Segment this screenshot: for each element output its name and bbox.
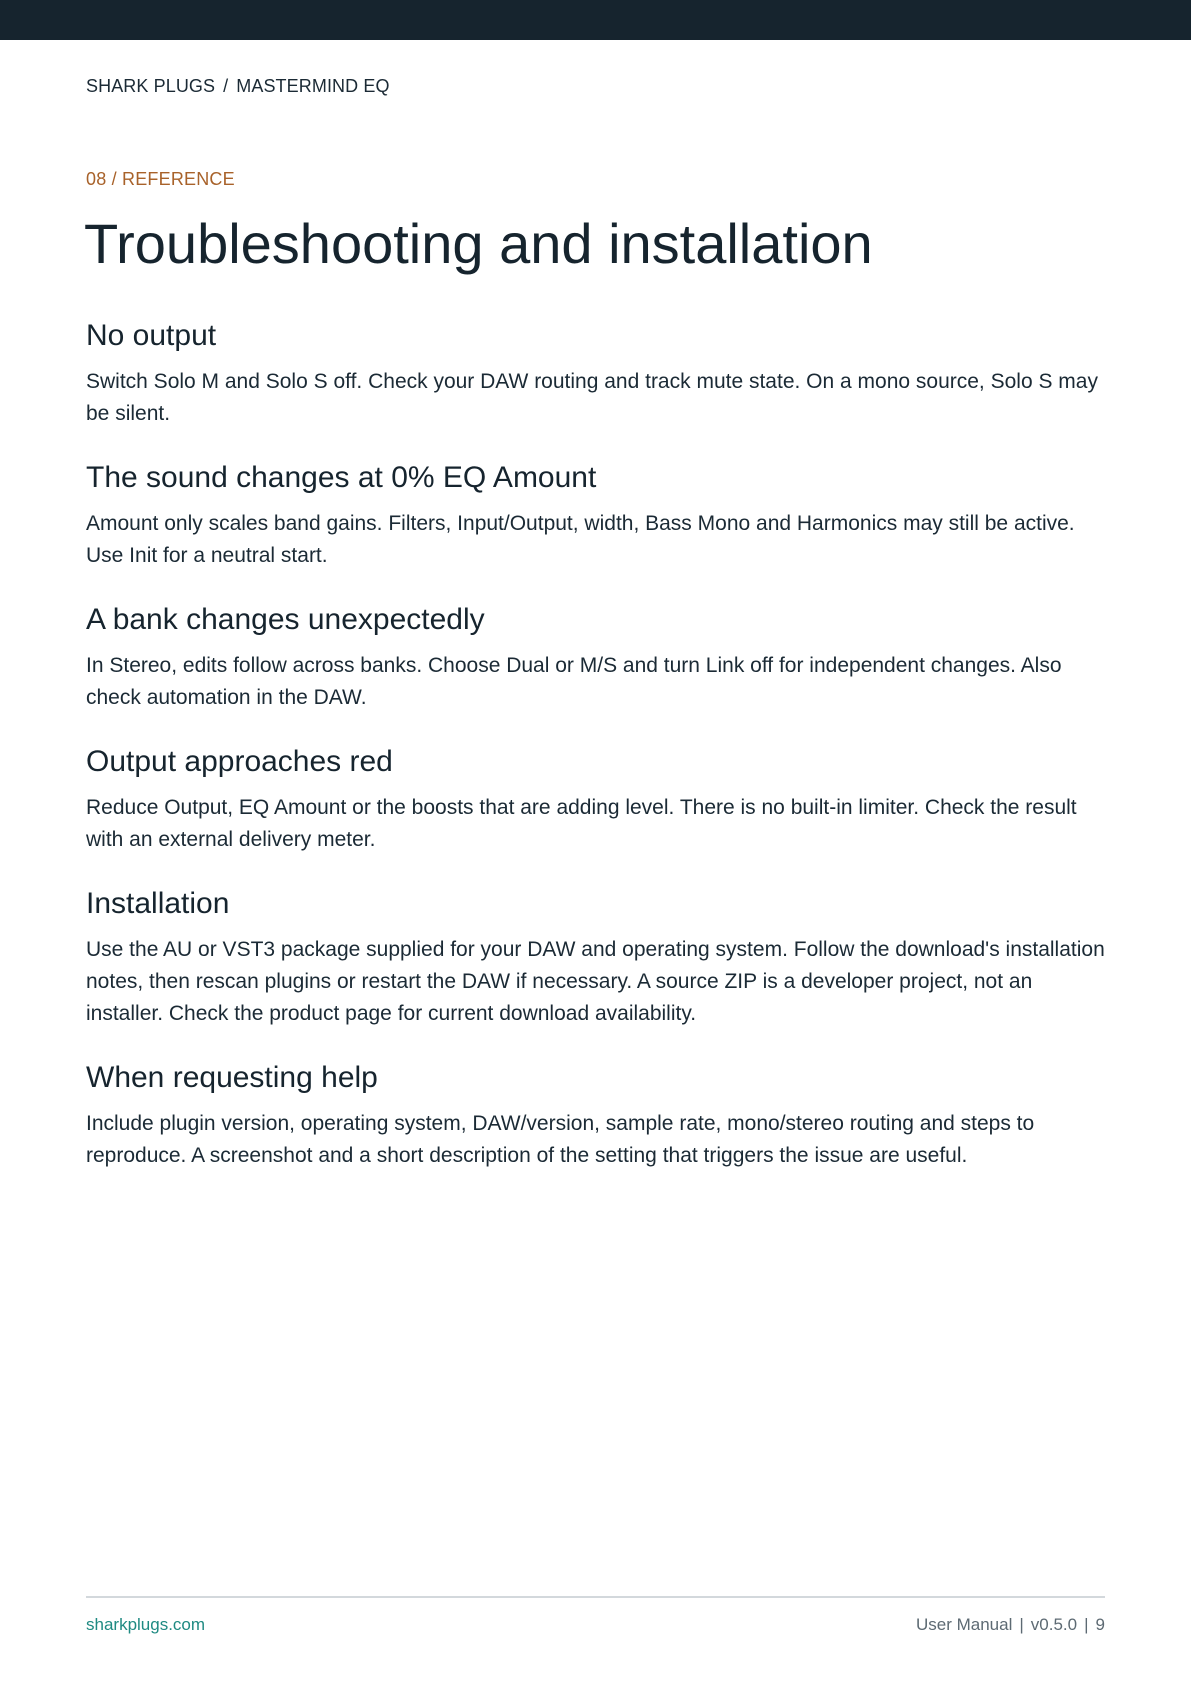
footer-separator: | [1019, 1615, 1024, 1634]
section-body: Use the AU or VST3 package supplied for your DAW and operating system. Follow the download's installation notes, then rescan plugins or restart the DAW if necessary. A source ZIP is a developer project, not an installer. Check the product page for current download availability. [86, 938, 1105, 1025]
section-heading: No output [86, 319, 217, 352]
section-heading: Installation [86, 887, 230, 920]
page-title: Troubleshooting and installation [84, 212, 873, 275]
footer-doc-info [916, 1615, 1105, 1635]
section-kicker: 08 / REFERENCE [86, 169, 235, 189]
footer-website-link[interactable]: sharkplugs.com [86, 1615, 206, 1634]
section-eq-amount [86, 460, 1106, 572]
breadcrumb-separator: / [223, 76, 229, 96]
section-body: Include plugin version, operating system, DAW/version, sample rate, mono/stereo routing and steps to reproduce. A screenshot and a short description of the setting that triggers the issue are useful. [86, 1112, 1035, 1167]
section-body: In Stereo, edits follow across banks. Choose Dual or M/S and turn Link off for independent changes. Also check automation in the DAW. [86, 654, 1062, 709]
section-body: Switch Solo M and Solo S off. Check your DAW routing and track mute state. On a mono source, Solo S may be silent. [86, 370, 1098, 425]
section-bank-changes [86, 602, 1106, 714]
section-no-output [86, 318, 1106, 430]
section-body: Amount only scales band gains. Filters, Input/Output, width, Bass Mono and Harmonics may still be active. Use Init for a neutral start. [86, 512, 1075, 567]
breadcrumb [86, 76, 390, 97]
section-heading: The sound changes at 0% EQ Amount [86, 461, 597, 494]
footer-separator: | [1084, 1615, 1089, 1634]
section-requesting-help [86, 1060, 1106, 1172]
footer-doc-name: User Manual [916, 1615, 1013, 1634]
section-heading: When requesting help [86, 1061, 378, 1094]
section-heading: A bank changes unexpectedly [86, 603, 485, 636]
top-bar [0, 0, 1191, 40]
section-installation [86, 886, 1106, 1030]
section-output-red [86, 744, 1106, 856]
breadcrumb-item-brand[interactable]: SHARK PLUGS [86, 76, 216, 96]
section-body: Reduce Output, EQ Amount or the boosts that are adding level. There is no built-in limiter. Check the result with an external delivery meter. [86, 796, 1077, 851]
page-number: 9 [1095, 1615, 1105, 1634]
footer-version: v0.5.0 [1030, 1615, 1078, 1634]
breadcrumb-item-product[interactable]: MASTERMIND EQ [236, 76, 390, 96]
section-heading: Output approaches red [86, 745, 393, 778]
footer-divider [86, 1596, 1105, 1598]
content-sections [86, 318, 1106, 1202]
